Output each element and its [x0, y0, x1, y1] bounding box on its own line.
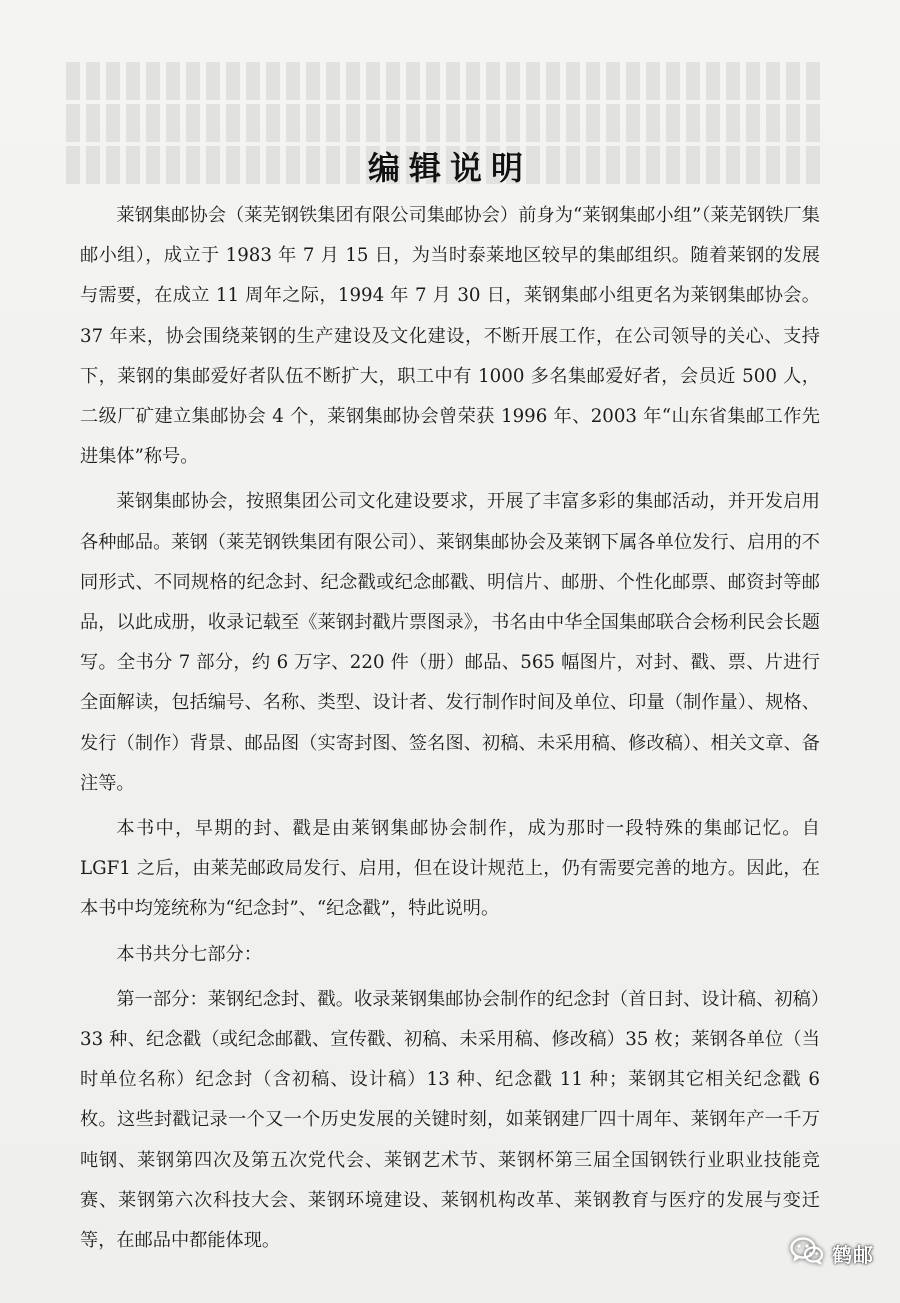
- bleed-through-shadow: [60, 62, 820, 212]
- watermark-label: 鹤邮: [832, 1242, 874, 1267]
- paragraph-sections-intro: 本书共分七部分：: [116, 943, 262, 965]
- page-title: 编辑说明: [367, 149, 532, 188]
- paragraph-activities: 莱钢集邮协会，按照集团公司文化建设要求，开展了丰富多彩的集邮活动，并开发启用各种邮品。莱钢（莱芜钢铁集团有限公司）、莱钢集邮协会及莱钢下属各单位发行、启用的不同形式、不同规格的纪念封、纪念戳或纪念邮戳、明信片、邮册、个性化邮票、邮资封等邮品，以此成册，收录记载至《莱钢封戳片票图录》，书名由中华全国集邮联合会杨利民会长题写。全书分 7 部分，约 6 万字、220 件（册）邮品、565 幅图片，对封、戳、票、片进行全面解读，包括编号、名称、类型、设计者、发行制作时间及单位、印量（制作量）、规格、发行（制作）背景、邮品图（实寄封图、签名图、初稿、未采用稿、修改稿）、相关文章、备注等。: [80, 491, 820, 794]
- wechat-icon: [790, 1237, 824, 1269]
- body-text: [80, 196, 820, 1266]
- paragraph-part-one: 第一部分：莱钢纪念封、戳。收录莱钢集邮协会制作的纪念封（首日封、设计稿、初稿）33 种、纪念戳（或纪念邮戳、宣传戳、初稿、未采用稿、修改稿）35 枚；莱钢各单位（当时单位名称）纪念封（含初稿、设计稿）13 种、纪念戳 11 种；莱钢其它相关纪念戳 6 枚。这些封戳记录一个又一个历史发展的关键时刻，如莱钢建厂四十周年、莱钢年产一千万吨钢、莱钢第四次及第五次党代会、莱钢艺术节、莱钢杯第三届全国钢铁行业职业技能竞赛、莱钢第六次科技大会、莱钢环境建设、莱钢机构改革、莱钢教育与医疗的发展与变迁等，在邮品中都能体现。: [80, 988, 820, 1252]
- paragraph-history: 莱钢集邮协会（莱芜钢铁集团有限公司集邮协会）前身为“莱钢集邮小组”（莱芜钢铁厂集邮小组），成立于 1983 年 7 月 15 日，为当时泰莱地区较早的集邮组织。随着莱钢的发展与需要，在成立 11 周年之际，1994 年 7 月 30 日，莱钢集邮小组更名为莱钢集邮协会。37 年来，协会围绕莱钢的生产建设及文化建设，不断开展工作，在公司领导的关心、支持下，莱钢的集邮爱好者队伍不断扩大，职工中有 1000 多名集邮爱好者，会员近 500 人，二级厂矿建立集邮协会 4 个，莱钢集邮协会曾荣获 1996 年、2003 年“山东省集邮工作先进集体”称号。: [80, 205, 820, 468]
- paragraph-note: 本书中，早期的封、戳是由莱钢集邮协会制作，成为那时一段特殊的集邮记忆。自 LGF1 之后，由莱芜邮政局发行、启用，但在设计规范上，仍有需要完善的地方。因此，在本书中均笼统称为“纪念封”、“纪念戳”，特此说明。: [80, 818, 820, 920]
- wechat-watermark: [790, 1237, 874, 1269]
